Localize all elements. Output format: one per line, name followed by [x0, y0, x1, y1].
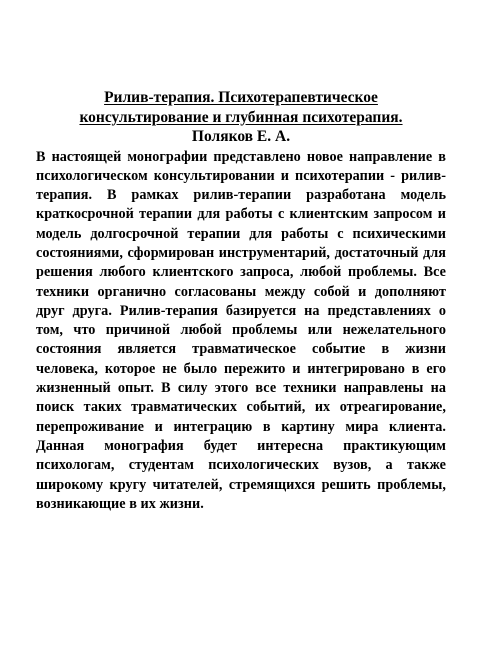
document-abstract: В настоящей монографии представлено новое направление в психологическом консультировании и психотерапии - рилив-терапия. В рамках рилив-терапии разработана модель краткосрочной терапии для работы с клиентским запросом и модель долгосрочной терапии для работы с психическими состояниями, сформирован инструментарий, достаточный для решения любого клиентского запроса, любой проблемы. Все техники органично согласованы между собой и дополняют друг друга. Рилив-терапия базируется на представлениях о том, что причиной любой проблемы или нежелательного состояния является травматическое событие в жизни человека, которое не было пережито и интегрировано в его жизненный опыт. В силу этого все техники направлены на поиск таких травматических событий, их отреагирование, перепроживание и интеграцию в картину мира клиента. Данная монография будет интересна практикующим психологам, студентам психологических вузов, а также широкому кругу читателей, стремящихся решить проблемы, возникающие в их жизни.	[36, 148, 446, 512]
title-line-2: консультирование и глубинная психотерапия.	[79, 108, 403, 126]
title-line-1: Рилив-терапия. Психотерапевтическое	[104, 89, 378, 106]
document-page	[36, 88, 446, 514]
document-title	[36, 88, 446, 127]
document-author: Поляков Е. А.	[191, 128, 291, 145]
